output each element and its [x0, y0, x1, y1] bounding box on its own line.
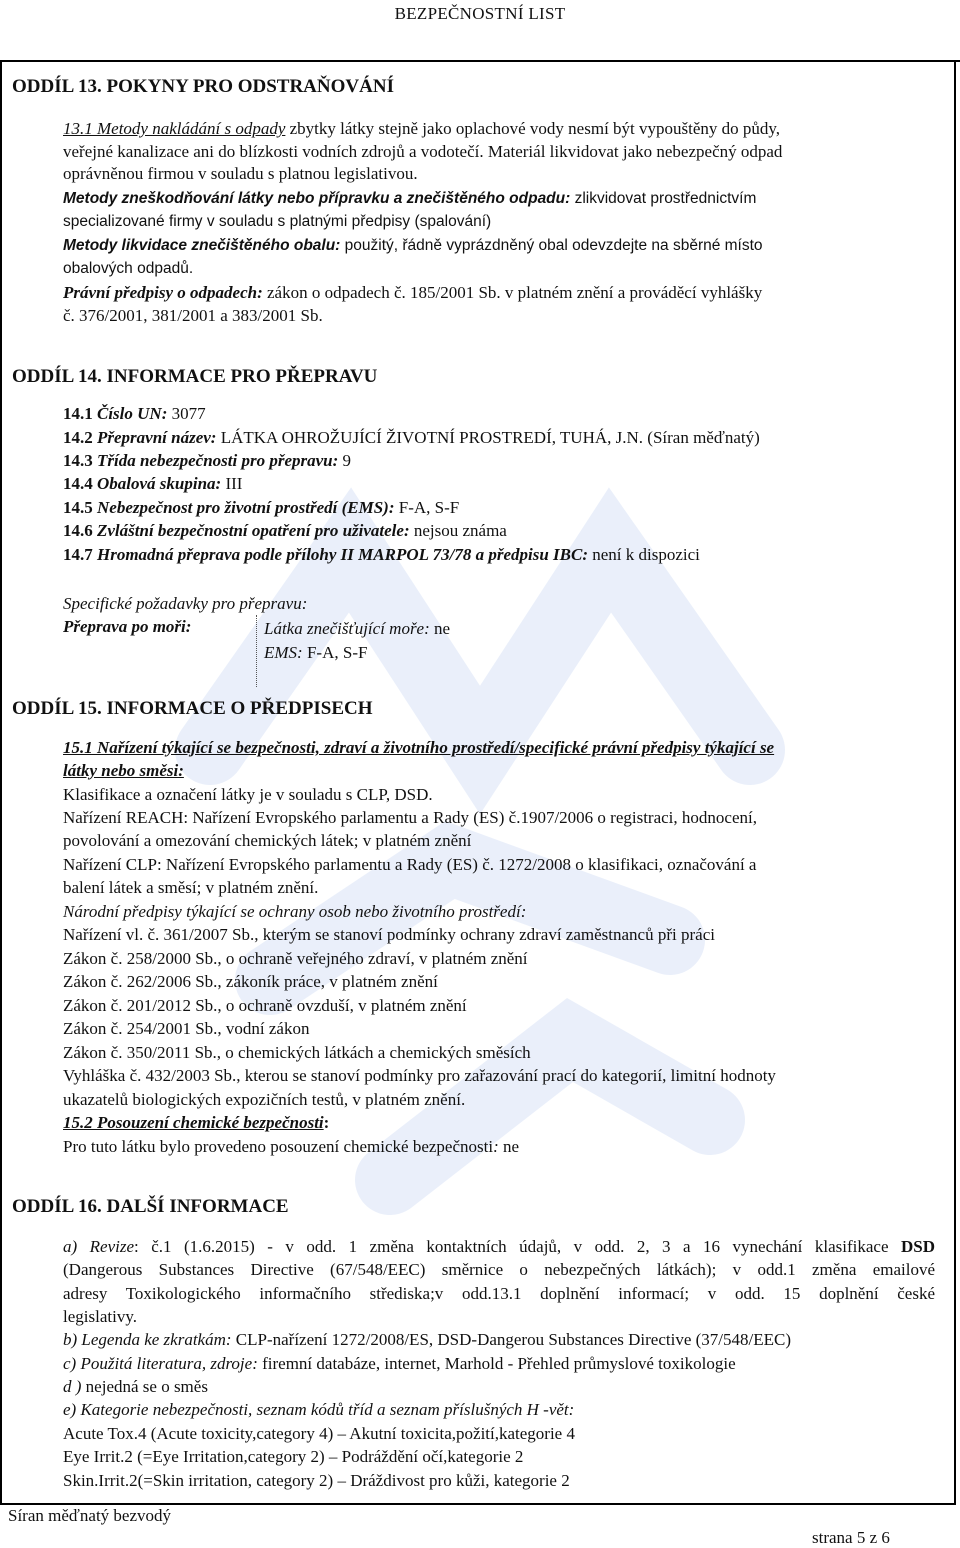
s13-line-5: specializované firmy v souladu s platnými předpisy (spalování)	[63, 213, 492, 230]
s15-line-11: Zákon č. 254/2001 Sb., vodní zákon	[63, 1019, 310, 1038]
section-14-title: ODDÍL 14. INFORMACE PRO PŘEPRAVU	[12, 366, 378, 387]
s15-line-5: balení látek a směsí; v platném znění.	[63, 878, 319, 897]
s15-subheading-1: 15.1 Nařízení týkající se bezpečnosti, zdraví a životního prostředí/specifické právní předpisy týkající se	[63, 738, 775, 757]
s13-subheading: 13.1 Metody nakládání s odpady	[63, 119, 286, 138]
s13-text: zákon o odpadech č. 185/2001 Sb. v platném znění a prováděcí vyhlášky	[262, 283, 763, 302]
footer-product-name: Síran měďnatý bezvodý	[8, 1506, 172, 1525]
transport-row-5	[63, 497, 459, 519]
transport-row-2	[63, 427, 760, 449]
s15-text: Pro tuto látku bylo provedeno posouzení chemické bezpečnosti	[63, 1137, 494, 1156]
transport-row-4	[63, 473, 242, 495]
row-value: III	[221, 474, 243, 493]
row-label: Přepravní název:	[92, 428, 217, 447]
marine-pollutant-label: Látka znečišťující moře:	[264, 619, 430, 638]
row-number: 14.5	[63, 498, 93, 517]
sea-transport-values	[264, 617, 450, 665]
row-value: F-A, S-F	[394, 498, 460, 517]
s15-line-7: Nařízení vl. č. 361/2007 Sb., kterým se stanoví podmínky ochrany zdraví zaměstnanců při práci	[63, 925, 715, 944]
s13-line-1	[63, 118, 780, 140]
s16-revision-line-2: (Dangerous Substances Directive (67/548/EEC) směrnice o nebezpečných látkách); v odd.1 změna emailové	[63, 1260, 935, 1279]
s13-line-3: oprávněnou firmou v souladu s platnou legislativou.	[63, 164, 418, 183]
mixture-label: d )	[63, 1377, 82, 1396]
s13-line-4	[63, 188, 756, 210]
s15-line-3: povolování a omezování chemických látek; v platném znění	[63, 831, 472, 850]
s16-legend-line	[63, 1329, 791, 1351]
transport-row-1	[63, 403, 206, 425]
s15-line-8: Zákon č. 258/2000 Sb., o ochraně veřejného zdraví, v platném znění	[63, 949, 528, 968]
s16-revision-line-3: adresy Toxikologického informačního střediska;v odd.13.1 doplnění informací; v odd. 15 doplnění české	[63, 1284, 935, 1303]
s13-line-8	[63, 282, 762, 304]
s16-hazard-1: Acute Tox.4 (Acute toxicity,category 4) – Akutní toxicita,požití,kategorie 4	[63, 1424, 575, 1443]
row-number: 14.6	[63, 521, 93, 540]
row-label: Hromadná přeprava podle přílohy II MARPOL 73/78 a předpisu IBC:	[92, 545, 588, 564]
s16-revision-line-1	[63, 1236, 935, 1258]
s13-label: Metody likvidace znečištěného obalu:	[63, 237, 341, 254]
s15-line-13: Vyhláška č. 432/2003 Sb., kterou se stanoví podmínky pro zařazování prací do kategorií, limitní hodnoty	[63, 1066, 776, 1085]
s13-text: zbytky látky stejně jako oplachové vody nesmí být vypouštěny do půdy,	[285, 119, 781, 138]
s13-text: použitý, řádně vyprázdněný obal odevzdejte na sběrné místo	[340, 237, 763, 254]
s16-hazard-3: Skin.Irrit.2(=Skin irritation, category 2) – Dráždivost pro kůži, kategorie 2	[63, 1471, 570, 1490]
row-value: LÁTKA OHROŽUJÍCÍ ŽIVOTNÍ PROSTREDÍ, TUHÁ, J.N. (Síran měďnatý)	[216, 428, 760, 447]
s16-literature-line	[63, 1353, 736, 1375]
legend-text: CLP-nařízení 1272/2008/ES, DSD-Dangerou Substances Directive (37/548/EEC)	[231, 1330, 792, 1349]
s13-line-6	[63, 235, 763, 257]
row-label: Zvláštní bezpečnostní opatření pro uživatele:	[92, 521, 410, 540]
s15-subheading-2-text: 15.2 Posouzení chemické bezpečnosti	[63, 1113, 324, 1132]
s15-subheading-2	[63, 1112, 329, 1134]
literature-label: c) Použitá literatura, zdroje:	[63, 1354, 258, 1373]
transport-row-6	[63, 520, 507, 542]
s16-revision-line-4: legislativy.	[63, 1307, 137, 1326]
revision-label: a) Revize	[63, 1237, 134, 1256]
s13-line-7: obalových odpadů.	[63, 260, 194, 277]
s15-line-14: ukazatelů biologických expozičních testů, v platném znění.	[63, 1090, 466, 1109]
colon: :	[493, 1137, 504, 1156]
s13-label: Právní předpisy o odpadech:	[63, 283, 263, 302]
specific-requirements-label: Specifické požadavky pro přepravu:	[63, 594, 308, 613]
ems-label: EMS:	[264, 643, 303, 662]
row-value: 3077	[167, 404, 206, 423]
revision-text: : č.1 (1.6.2015) - v odd. 1 změna kontaktních údajů, v odd. 2, 3 a 16 vynechání klasifikace	[134, 1237, 901, 1256]
transport-divider	[256, 615, 257, 687]
s15-line-9: Zákon č. 262/2006 Sb., zákoník práce, v platném znění	[63, 972, 438, 991]
s13-text: zlikvidovat prostřednictvím	[570, 190, 757, 207]
ems-value: F-A, S-F	[302, 643, 368, 662]
colon: :	[323, 1113, 330, 1132]
sea-transport-label: Přeprava po moři:	[63, 617, 192, 636]
marine-pollutant-row	[264, 617, 450, 641]
s15-subheading-1b: látky nebo směsi:	[63, 761, 184, 780]
s15-line-10: Zákon č. 201/2012 Sb., o ochraně ovzduší, v platném znění	[63, 996, 467, 1015]
s15-line-6: Národní předpisy týkající se ochrany osob nebo životního prostředí:	[63, 902, 527, 921]
transport-row-7	[63, 544, 700, 566]
ems-row	[264, 641, 450, 665]
mixture-text: nejedná se o směs	[81, 1377, 208, 1396]
s13-line-9: č. 376/2001, 381/2001 a 383/2001 Sb.	[63, 306, 323, 325]
s15-line-2: Nařízení REACH: Nařízení Evropského parlamentu a Rady (ES) č.1907/2006 o registraci, hodnocení,	[63, 808, 757, 827]
dsd-abbr: DSD	[900, 1237, 935, 1256]
row-value: není k dispozici	[588, 545, 700, 564]
document-header: BEZPEČNOSTNÍ LIST	[394, 4, 566, 23]
s15-line-1: Klasifikace a označení látky je v souladu s CLP, DSD.	[63, 785, 433, 804]
s13-line-2: veřejné kanalizace ani do blízkosti vodních zdrojů a vodotečí. Materiál likvidovat jako nebezpečný odpad	[63, 142, 783, 161]
s15-value: ne	[503, 1137, 520, 1156]
section-15-title: ODDÍL 15. INFORMACE O PŘEDPISECH	[12, 698, 373, 719]
s15-line-15	[63, 1136, 519, 1158]
s16-mixture-line	[63, 1376, 208, 1398]
row-value: 9	[338, 451, 352, 470]
s15-line-4: Nařízení CLP: Nařízení Evropského parlamentu a Rady (ES) č. 1272/2008 o klasifikaci, označování a	[63, 855, 757, 874]
s16-hazard-heading: e) Kategorie nebezpečnosti, seznam kódů tříd a seznam příslušných H -vět:	[63, 1400, 575, 1419]
literature-text: firemní databáze, internet, Marhold - Přehled průmyslové toxikologie	[257, 1354, 736, 1373]
section-13-title: ODDÍL 13. POKYNY PRO ODSTRAŇOVÁNÍ	[12, 76, 394, 97]
row-number: 14.1	[63, 404, 93, 423]
marine-pollutant-value: ne	[429, 619, 451, 638]
legend-label: b) Legenda ke zkratkám:	[63, 1330, 232, 1349]
s16-hazard-2: Eye Irrit.2 (=Eye Irritation,category 2) – Podráždění očí,kategorie 2	[63, 1447, 524, 1466]
row-number: 14.7	[63, 545, 93, 564]
s13-label: Metody zneškodňování látky nebo přípravku a znečištěného odpadu:	[63, 190, 571, 207]
row-number: 14.4	[63, 474, 93, 493]
transport-row-3	[63, 450, 351, 472]
row-label: Nebezpečnost pro životní prostředí (EMS):	[92, 498, 395, 517]
row-label: Třída nebezpečnosti pro přepravu:	[92, 451, 339, 470]
section-16-title: ODDÍL 16. DALŠÍ INFORMACE	[12, 1196, 289, 1217]
row-number: 14.2	[63, 428, 93, 447]
row-number: 14.3	[63, 451, 93, 470]
row-label: Obalová skupina:	[92, 474, 222, 493]
footer-page-number: strana 5 z 6	[812, 1528, 890, 1547]
row-label: Číslo UN:	[92, 404, 168, 423]
s15-line-12: Zákon č. 350/2011 Sb., o chemických látkách a chemických směsích	[63, 1043, 531, 1062]
row-value: nejsou známa	[409, 521, 507, 540]
